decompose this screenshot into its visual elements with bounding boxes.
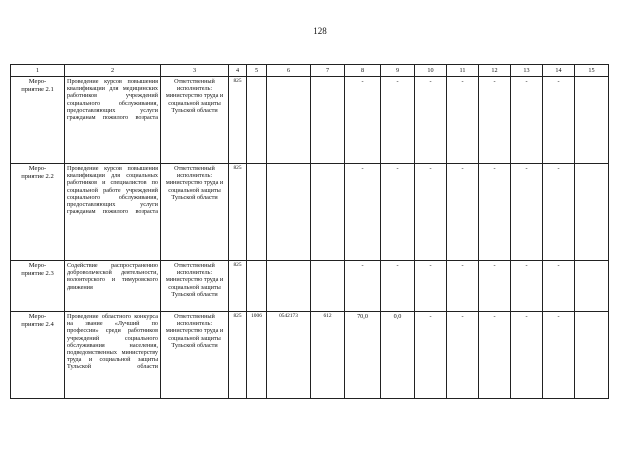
- activity-description: Проведение областного конкурса на звание «Лучший по профессии» среди работников учреждений социального обслуживания населения, подведомственных министерству труда и социальной защиты Тульской области: [65, 312, 161, 399]
- cell-col-5: 1006: [247, 312, 267, 399]
- cell-col-14: -: [543, 77, 575, 164]
- activity-name: Меро- приятие 2.4: [11, 312, 65, 399]
- col-header: 9: [381, 65, 415, 77]
- cell-col-12: -: [479, 312, 511, 399]
- cell-col-9: 0,0: [381, 312, 415, 399]
- activity-name: Меро- приятие 2.2: [11, 164, 65, 261]
- cell-col-12: -: [479, 261, 511, 312]
- activity-description: Проведение курсов повышения квалификации для медицинских работников учреждений социального обслуживания, предоставляющих услуги гражданам пожилого возраста: [65, 77, 161, 164]
- cell-col-8: -: [345, 261, 381, 312]
- cell-col-8: -: [345, 164, 381, 261]
- activity-name: Меро- приятие 2.3: [11, 261, 65, 312]
- cell-col-7: [311, 77, 345, 164]
- page-number: 128: [313, 26, 327, 36]
- col-header: 13: [511, 65, 543, 77]
- cell-col-4: 825: [229, 164, 247, 261]
- cell-col-10: -: [415, 164, 447, 261]
- activity-description: Содействие распространению добровольческой деятельности, волонтерского и тимуровского движения: [65, 261, 161, 312]
- activity-description: Проведение курсов повышения квалификации для социальных работников и специалистов по социальной работе учреждений социального обслуживания, предоставляющих услуги гражданам пожилого возраста: [65, 164, 161, 261]
- cell-col-5: [247, 77, 267, 164]
- cell-col-5: [247, 164, 267, 261]
- header-row: [11, 65, 609, 77]
- cell-col-7: 612: [311, 312, 345, 399]
- col-header: 6: [267, 65, 311, 77]
- cell-col-8: -: [345, 77, 381, 164]
- cell-col-15: [575, 261, 609, 312]
- cell-col-11: -: [447, 312, 479, 399]
- activity-executor: Ответственный исполнитель: министерство труда и социальной защиты Тульской области: [161, 312, 229, 399]
- col-header: 3: [161, 65, 229, 77]
- col-header: 10: [415, 65, 447, 77]
- cell-col-4: 825: [229, 77, 247, 164]
- cell-col-13: -: [511, 312, 543, 399]
- cell-col-9: -: [381, 77, 415, 164]
- cell-col-14: -: [543, 312, 575, 399]
- col-header: 11: [447, 65, 479, 77]
- col-header: 15: [575, 65, 609, 77]
- col-header: 1: [11, 65, 65, 77]
- cell-col-12: -: [479, 77, 511, 164]
- program-table: [10, 64, 609, 399]
- activity-executor: Ответственный исполнитель: министерство труда и социальной защиты Тульской области: [161, 77, 229, 164]
- cell-col-6: 0542173: [267, 312, 311, 399]
- cell-col-7: [311, 261, 345, 312]
- cell-col-11: -: [447, 164, 479, 261]
- cell-col-11: -: [447, 77, 479, 164]
- cell-col-11: -: [447, 261, 479, 312]
- cell-col-4: 825: [229, 312, 247, 399]
- cell-col-7: [311, 164, 345, 261]
- col-header: 5: [247, 65, 267, 77]
- cell-col-13: -: [511, 261, 543, 312]
- cell-col-14: -: [543, 164, 575, 261]
- col-header: 14: [543, 65, 575, 77]
- col-header: 7: [311, 65, 345, 77]
- cell-col-5: [247, 261, 267, 312]
- col-header: 12: [479, 65, 511, 77]
- cell-col-10: -: [415, 312, 447, 399]
- cell-col-14: -: [543, 261, 575, 312]
- cell-col-12: -: [479, 164, 511, 261]
- col-header: 8: [345, 65, 381, 77]
- cell-col-15: [575, 312, 609, 399]
- cell-col-6: [267, 164, 311, 261]
- cell-col-10: -: [415, 77, 447, 164]
- cell-col-9: -: [381, 164, 415, 261]
- cell-col-15: [575, 77, 609, 164]
- activity-executor: Ответственный исполнитель: министерство труда и социальной защиты Тульской области: [161, 164, 229, 261]
- table-row: [11, 77, 609, 164]
- cell-col-6: [267, 77, 311, 164]
- cell-col-9: -: [381, 261, 415, 312]
- table-row: [11, 164, 609, 261]
- cell-col-8: 70,0: [345, 312, 381, 399]
- cell-col-6: [267, 261, 311, 312]
- col-header: 2: [65, 65, 161, 77]
- table-row: [11, 312, 609, 399]
- table-row: [11, 261, 609, 312]
- cell-col-4: 825: [229, 261, 247, 312]
- activity-name: Меро- приятие 2.1: [11, 77, 65, 164]
- cell-col-10: -: [415, 261, 447, 312]
- activity-executor: Ответственный исполнитель: министерство труда и социальной защиты Тульской области: [161, 261, 229, 312]
- cell-col-15: [575, 164, 609, 261]
- cell-col-13: -: [511, 164, 543, 261]
- cell-col-13: -: [511, 77, 543, 164]
- col-header: 4: [229, 65, 247, 77]
